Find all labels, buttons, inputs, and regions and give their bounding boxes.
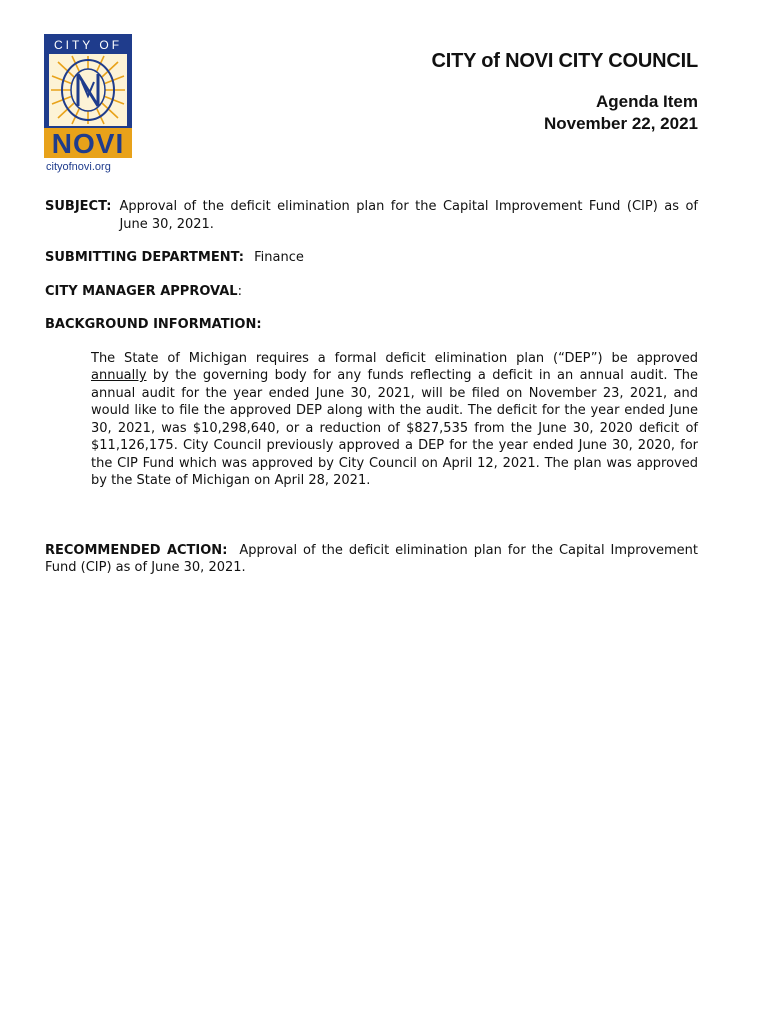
logo-top-text: CITY OF [53, 38, 123, 52]
approval-section [45, 283, 698, 301]
department-section [45, 249, 698, 267]
background-underlined-word: annually [91, 368, 147, 383]
page-title: CITY of NOVI CITY COUNCIL [431, 50, 698, 72]
city-logo [44, 34, 134, 179]
department-label: SUBMITTING DEPARTMENT: [45, 250, 244, 265]
document-body [45, 198, 698, 577]
city-seal-icon [44, 34, 134, 160]
background-paragraph [45, 350, 698, 490]
background-text-start: The State of Michigan requires a formal deficit elimination plan (“DEP”) be approved [91, 350, 698, 366]
subject-label: SUBJECT: [45, 199, 112, 214]
background-label: BACKGROUND INFORMATION: [45, 317, 262, 332]
logo-url: cityofnovi.org [46, 161, 111, 173]
approval-colon: : [237, 283, 242, 299]
approval-label: CITY MANAGER APPROVAL [45, 283, 238, 299]
logo-bottom-text: NOVI [51, 128, 125, 159]
background-section [45, 316, 698, 490]
subject-section [45, 198, 698, 233]
subject-text: Approval of the deficit elimination plan for the Capital Improvement Fund (CIP) as of June 30, 2021. [119, 199, 698, 232]
department-value: Finance [254, 250, 304, 265]
recommended-label: RECOMMENDED ACTION: [45, 542, 228, 558]
document-header [432, 50, 699, 135]
meeting-date: November 22, 2021 [543, 114, 698, 133]
recommended-section [45, 542, 698, 577]
recommended-text: Approval of the deficit elimination plan for the Capital Improvement Fund (CIP) as of June 30, 2021. [45, 542, 698, 575]
agenda-item-label: Agenda Item [595, 92, 698, 111]
background-text-end: by the governing body for any funds reflecting a deficit in an annual audit. The annual audit for the year ended June 30, 2021, will be filed on November 23, 2021, and would like to file the approved DEP along with the audit. The deficit for the year ended June 30, 2021, was $10,298,640, or a reduction of $827,535 from the June 30, 2020 deficit of $11,126,175. City Council previously approved a DEP for the year ended June 30, 2020, for the CIP Fund which was approved by City Council on April 12, 2021. The plan was approved by the State of Michigan on April 28, 2021. [91, 368, 698, 488]
